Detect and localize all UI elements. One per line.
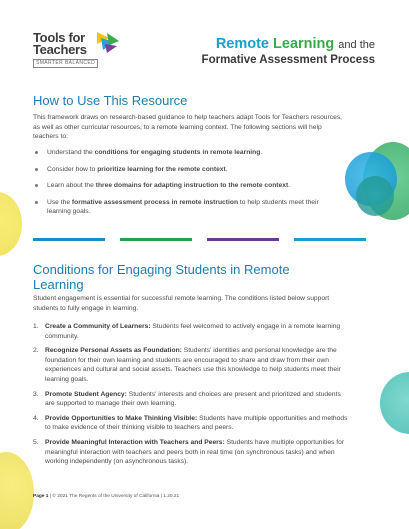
divider-purple: [207, 238, 279, 241]
decorative-teal-blob: [356, 176, 394, 216]
decorative-teal-blob-bottom: [380, 372, 409, 434]
condition-item: 2. Recognize Personal Assets as Foundation: Students' identities and personal knowledge are the foundation for their own learning and students are encouraged to share and draw from their own experiences and cultural and social assets. Teachers use this knowledge to help students meet their learning goals.: [33, 347, 341, 383]
how-bullet-list: [33, 148, 338, 224]
decorative-yellow-blob: [0, 192, 22, 256]
title-remote: Remote: [215, 36, 269, 52]
footer-page-number: Page 1: [33, 494, 49, 499]
bullet-item: Understand the conditions for engaging students in remote learning.: [33, 148, 338, 158]
how-to-use-heading: How to Use This Resource: [33, 93, 188, 108]
conditions-numbered-list: [33, 322, 351, 472]
decorative-yellow-blob-bottom: [0, 452, 34, 529]
title-and-the: and the: [338, 39, 375, 51]
footer-copyright: | © 2021 The Regents of the University of California | 1.20.21: [48, 494, 180, 499]
condition-item: 1. Create a Community of Learners: Students feel welcomed to actively engage in a remote learning community.: [33, 323, 341, 340]
bullet-item: Use the formative assessment process in remote instruction to help students meet their learning goals.: [33, 198, 338, 217]
conditions-intro-paragraph: Student engagement is essential for successful remote learning. The conditions listed below support students to fully engage in learning.: [33, 295, 330, 312]
page-subtitle: Formative Assessment Process: [201, 54, 375, 66]
divider-blue: [33, 238, 105, 241]
condition-item: 3. Promote Student Agency: Students' interests and choices are present and prioritized and students are supported to manage their own learning.: [33, 390, 341, 408]
logo-text-line1: Tools for: [33, 30, 85, 45]
page-title: [216, 36, 375, 52]
how-intro-paragraph: This framework draws on research-based guidance to help teachers adapt Tools for Teachers resources, as well as other curricular resources, to a remote learning context. The following sections will help teachers to:: [33, 114, 343, 141]
tools-for-teachers-logo: [33, 30, 133, 78]
logo-tagline: SMARTER BALANCED: [33, 59, 98, 68]
divider-green: [120, 238, 192, 241]
conditions-heading: Conditions for Engaging Students in Remote Learning: [33, 262, 290, 292]
bullet-item: Consider how to prioritize learning for the remote context.: [33, 165, 338, 175]
condition-item: 4. Provide Opportunities to Make Thinking Visible: Students have multiple opportunities and methods to make evidence of their thinking visible to teachers and peers.: [33, 414, 348, 432]
title-learning: Learning: [273, 36, 335, 52]
page-footer: [33, 494, 179, 499]
divider-light-blue: [294, 238, 366, 241]
bullet-item: Learn about the three domains for adapting instruction to the remote context.: [33, 181, 338, 191]
logo-text-line2: Teachers: [33, 42, 87, 57]
arrow-mark-icon: [95, 30, 121, 54]
condition-item: 5. Provide Meaningful Interaction with Teachers and Peers: Students have multiple opportunities for meaningful interaction with teachers and peers both in real time (on synchronous tasks) and when working independently (on asynchronous tasks).: [33, 438, 345, 466]
